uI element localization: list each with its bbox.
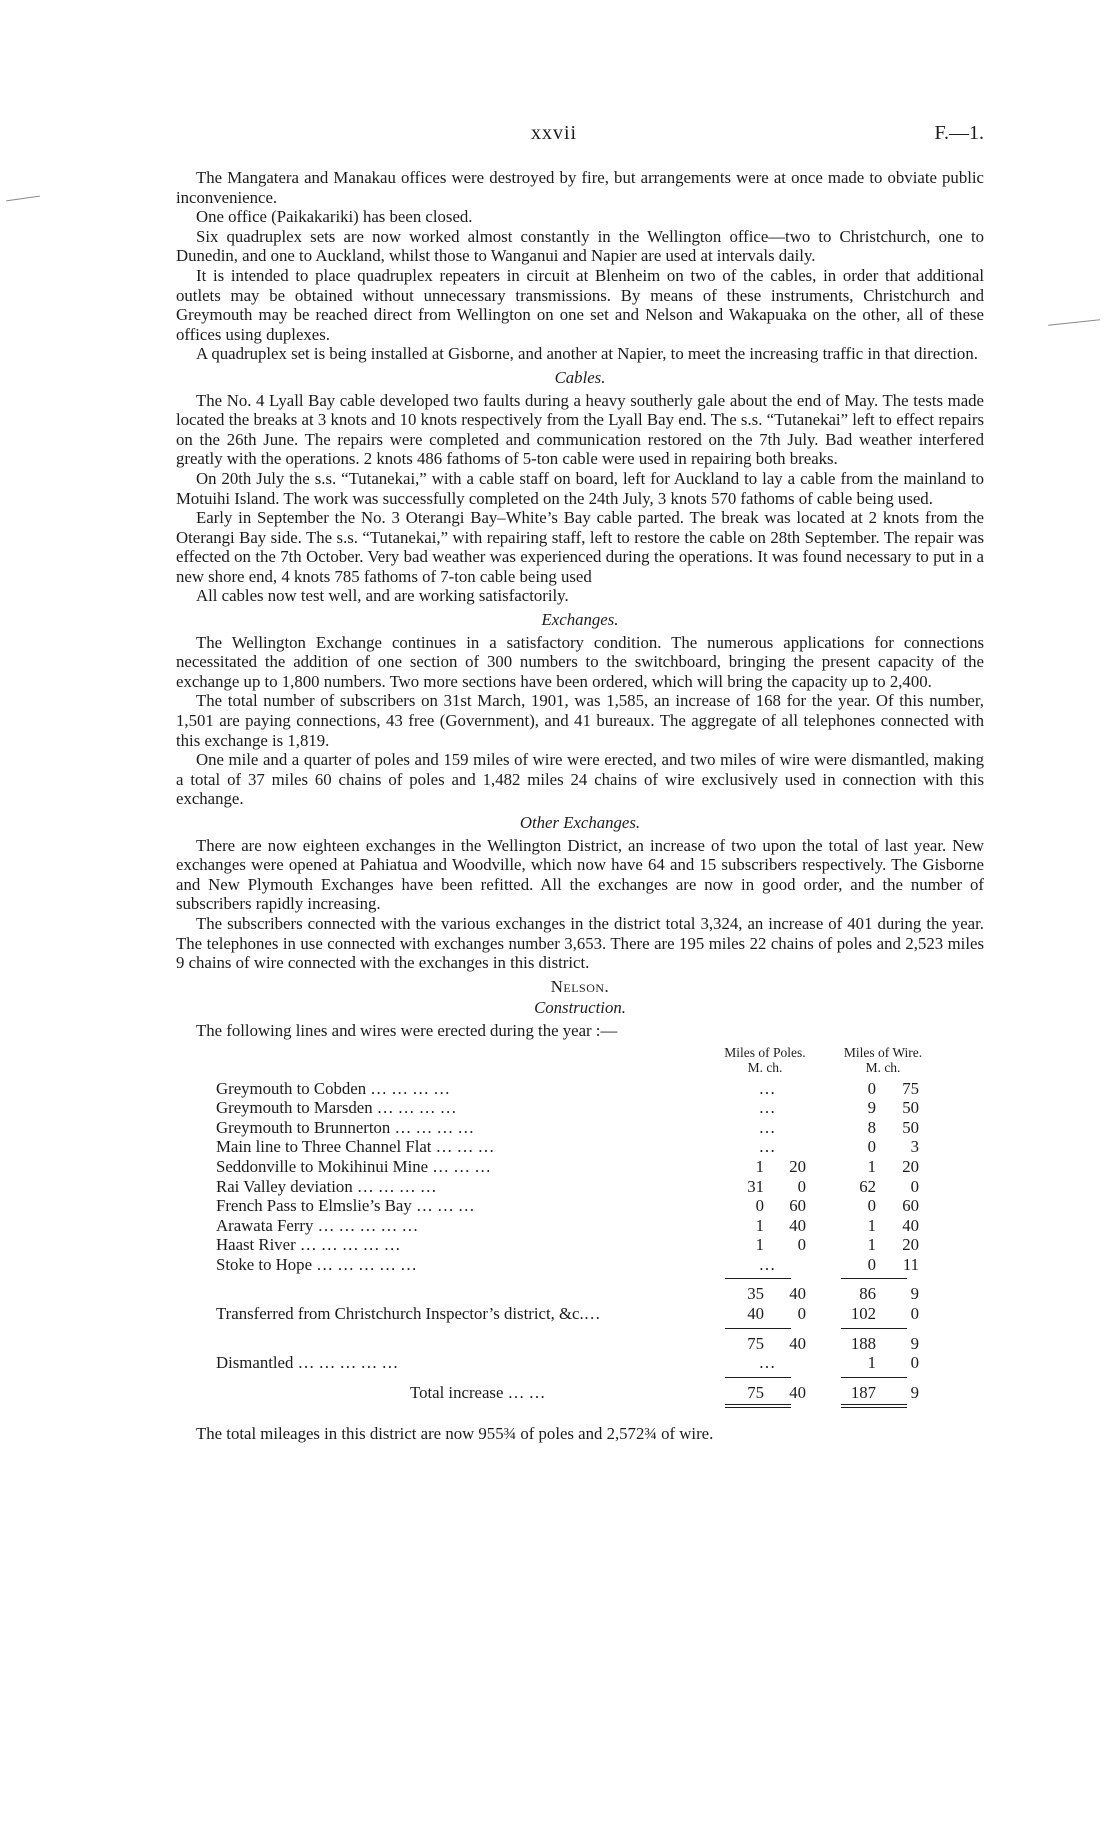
closing-paragraph: The total mileages in this district are now 955¾ of poles and 2,572¾ of wire. bbox=[196, 1424, 714, 1444]
row-wire-miles: 0 bbox=[867, 1196, 876, 1216]
dismantled-row bbox=[176, 1353, 984, 1373]
total-wire-chains: 9 bbox=[910, 1382, 919, 1402]
total-wire-miles: 187 bbox=[850, 1382, 876, 1402]
row-poles: … bbox=[758, 1137, 776, 1157]
transferred-wire-miles: 102 bbox=[850, 1304, 876, 1324]
construction-table bbox=[176, 1045, 984, 1411]
row-poles-chains: 40 bbox=[789, 1215, 806, 1235]
row-wire-chains: 11 bbox=[902, 1254, 919, 1274]
row-wire-chains: 20 bbox=[902, 1156, 919, 1176]
row-wire-chains: 0 bbox=[910, 1176, 919, 1196]
paragraph: Six quadruplex sets are now worked almost constantly in the Wellington office—two to Christchurch, one to Dunedin, and one to Auckland, whilst those to Wanganui and Napier are used at intervals daily. bbox=[176, 226, 984, 266]
row-label: Stoke to Hope … … … … … bbox=[216, 1254, 417, 1274]
row-poles-chains: 0 bbox=[797, 1235, 806, 1255]
paragraph: The No. 4 Lyall Bay cable developed two faults during a heavy southerly gale about the end of May. The tests made located the breaks at 3 knots and 10 knots respectively from the Lyall Bay end. The s.s. “Tutanekai” left to effect repairs on the 26th June. The repairs were completed and communication restored on the 7th July. Bad weather interfered greatly with the operations. 2 knots 486 fathoms of 5-ton cable were used in repairing both breaks. bbox=[176, 390, 984, 469]
row-poles-miles: 31 bbox=[747, 1176, 764, 1196]
total-poles-chains: 40 bbox=[789, 1382, 806, 1402]
paragraph: The Mangatera and Manakau offices were destroyed by fire, but arrangements were at once made to obviate public inconvenience. bbox=[176, 168, 984, 207]
column-header-poles: Miles of Poles. bbox=[724, 1044, 806, 1060]
paragraph: On 20th July the s.s. “Tutanekai,” with a cable staff on board, left for Auckland to lay a cable from the mainland to Motuihi Island. The work was successfully completed on the 24th July, 3 knots 570 fathoms of cable being used. bbox=[176, 468, 984, 508]
page-header bbox=[176, 122, 984, 148]
row-label: Greymouth to Cobden … … … … bbox=[216, 1078, 450, 1098]
paragraph: A quadruplex set is being installed at Gisborne, and another at Napier, to meet the increasing traffic in that direction. bbox=[196, 344, 978, 364]
dismantled-label: Dismantled … … … … … bbox=[216, 1353, 399, 1373]
row-poles-miles: 1 bbox=[755, 1235, 764, 1255]
row-wire-chains: 40 bbox=[902, 1215, 919, 1235]
row-label: French Pass to Elmslie’s Bay … … … bbox=[216, 1196, 475, 1216]
dismantled-poles: … bbox=[758, 1353, 776, 1373]
table-rule bbox=[176, 1373, 984, 1383]
table-row bbox=[176, 1196, 984, 1216]
subtotal-wire-miles: 188 bbox=[850, 1333, 876, 1353]
table-row bbox=[176, 1098, 984, 1118]
row-poles-chains: 0 bbox=[797, 1176, 806, 1196]
row-label: Greymouth to Marsden … … … … bbox=[216, 1098, 457, 1118]
section-heading-nelson: Nelson. bbox=[550, 976, 610, 996]
paragraph: All cables now test well, and are working satisfactorily. bbox=[196, 586, 569, 606]
row-wire-chains: 3 bbox=[910, 1137, 919, 1157]
row-poles-chains: 60 bbox=[789, 1196, 806, 1216]
margin-mark bbox=[1048, 319, 1100, 325]
table-header bbox=[176, 1045, 984, 1079]
transferred-poles-miles: 40 bbox=[747, 1304, 764, 1324]
row-poles: … bbox=[758, 1098, 776, 1118]
subtotal-poles-chains: 40 bbox=[789, 1333, 806, 1353]
paragraph: One office (Paikakariki) has been closed. bbox=[196, 207, 473, 227]
subtotal-wire-miles: 86 bbox=[859, 1284, 876, 1304]
row-poles: … bbox=[758, 1254, 776, 1274]
paragraph: Early in September the No. 3 Oterangi Bay–White’s Bay cable parted. The break was located at 2 knots from the Oterangi Bay side. The s.s. “Tutanekai,” with repairing staff, left to restore the cable on 28th September. The repair was effected on the 7th October. Very bad weather was experienced during the operations. It was found necessary to put in a new shore end, 4 knots 785 fathoms of 7-ton cable being used bbox=[176, 508, 984, 586]
row-label: Arawata Ferry … … … … … bbox=[216, 1215, 419, 1235]
subtotal-wire-chains: 9 bbox=[910, 1284, 919, 1304]
double-rule bbox=[176, 1402, 984, 1410]
row-wire-miles: 1 bbox=[867, 1215, 876, 1235]
dismantled-wire-chains: 0 bbox=[910, 1353, 919, 1373]
row-label: Main line to Three Channel Flat … … … bbox=[216, 1137, 495, 1157]
paragraph: The subscribers connected with the various exchanges in the district total 3,324, an increase of 401 during the year. The telephones in use connected with exchanges number 3,653. There are 195 miles 22 chains of poles and 2,523 miles 9 chains of wire connected with the exchanges in this district. bbox=[176, 913, 984, 973]
row-label: Rai Valley deviation … … … … bbox=[216, 1176, 437, 1196]
dismantled-wire-miles: 1 bbox=[867, 1353, 876, 1373]
table-rule bbox=[176, 1274, 984, 1284]
row-wire-chains: 50 bbox=[902, 1117, 919, 1137]
paragraph: It is intended to place quadruplex repeaters in circuit at Blenheim on two of the cables, in order that additional outlets may be obtained without unnecessary transmissions. By means of these instruments, Christchurch and Greymouth may be reached direct from Wellington on one set and Nelson and Wakapuaka on the other, all of these offices using duplexes. bbox=[176, 265, 984, 344]
row-wire-miles: 0 bbox=[867, 1078, 876, 1098]
table-rule bbox=[176, 1324, 984, 1334]
total-row bbox=[176, 1383, 984, 1403]
subtotal-poles-chains: 40 bbox=[789, 1284, 806, 1304]
row-poles: … bbox=[758, 1117, 776, 1137]
row-poles: … bbox=[758, 1078, 776, 1098]
table-row bbox=[176, 1079, 984, 1099]
row-wire-chains: 75 bbox=[902, 1078, 919, 1098]
paragraph: The Wellington Exchange continues in a satisfactory condition. The numerous applications for connections necessitated the addition of one section of 300 numbers to the switchboard, bringing the present capacity of the exchange up to 1,800 numbers. Two more sections have been ordered, which will bring the capacity up to 2,400. bbox=[176, 632, 984, 691]
table-row bbox=[176, 1255, 984, 1275]
row-wire-miles: 1 bbox=[867, 1235, 876, 1255]
transferred-label: Transferred from Christchurch Inspector’s district, &c.… bbox=[216, 1304, 601, 1324]
subtotal-row bbox=[176, 1334, 984, 1354]
column-header-wire: Miles of Wire. bbox=[843, 1044, 923, 1060]
table-rows bbox=[176, 1079, 984, 1275]
total-label: Total increase … … bbox=[410, 1382, 546, 1402]
row-wire-chains: 20 bbox=[902, 1235, 919, 1255]
column-subheader-wire: M. ch. bbox=[865, 1059, 901, 1075]
row-poles-miles: 1 bbox=[755, 1156, 764, 1176]
row-wire-miles: 0 bbox=[867, 1137, 876, 1157]
paragraph: One mile and a quarter of poles and 159 miles of wire were erected, and two miles of wire were dismantled, making a total of 37 miles 60 chains of poles and 1,482 miles 24 chains of wire exclusively used in connection with this exchange. bbox=[176, 750, 984, 809]
row-poles-miles: 0 bbox=[755, 1196, 764, 1216]
margin-mark bbox=[6, 196, 40, 202]
subheading-construction: Construction. bbox=[534, 998, 626, 1018]
row-poles-chains: 20 bbox=[789, 1156, 806, 1176]
document-body bbox=[176, 168, 984, 1444]
subtotal-row bbox=[176, 1284, 984, 1304]
table-row bbox=[176, 1216, 984, 1236]
table-row bbox=[176, 1137, 984, 1157]
row-label: Haast River … … … … … bbox=[216, 1235, 401, 1255]
row-wire-miles: 0 bbox=[867, 1254, 876, 1274]
section-heading-cables: Cables. bbox=[554, 367, 606, 387]
row-wire-chains: 60 bbox=[902, 1196, 919, 1216]
transferred-row bbox=[176, 1304, 984, 1324]
table-row bbox=[176, 1157, 984, 1177]
column-subheader-poles: M. ch. bbox=[747, 1059, 783, 1075]
subtotal-wire-chains: 9 bbox=[910, 1333, 919, 1353]
table-row bbox=[176, 1177, 984, 1197]
total-poles-miles: 75 bbox=[747, 1382, 764, 1402]
row-wire-miles: 8 bbox=[867, 1117, 876, 1137]
row-wire-miles: 9 bbox=[867, 1098, 876, 1118]
document-reference: F.—1. bbox=[934, 122, 984, 144]
row-wire-miles: 1 bbox=[867, 1156, 876, 1176]
page-number: xxvii bbox=[531, 122, 578, 144]
table-intro: The following lines and wires were erected during the year :— bbox=[196, 1020, 618, 1040]
paragraph: The total number of subscribers on 31st March, 1901, was 1,585, an increase of 168 for the year. Of this number, 1,501 are paying connections, 43 free (Government), and 41 bureaux. The aggregate of all telephones connected with this exchange is 1,819. bbox=[176, 691, 984, 750]
section-heading-other-exchanges: Other Exchanges. bbox=[519, 813, 641, 832]
row-wire-chains: 50 bbox=[902, 1098, 919, 1118]
row-label: Seddonville to Mokihinui Mine … … … bbox=[216, 1156, 492, 1176]
table-row bbox=[176, 1235, 984, 1255]
subtotal-poles-miles: 75 bbox=[747, 1333, 764, 1353]
section-heading-exchanges: Exchanges. bbox=[541, 610, 619, 630]
transferred-poles-chains: 0 bbox=[797, 1304, 806, 1324]
transferred-wire-chains: 0 bbox=[910, 1304, 919, 1324]
row-label: Greymouth to Brunnerton … … … … bbox=[216, 1117, 475, 1137]
table-row bbox=[176, 1118, 984, 1138]
row-poles-miles: 1 bbox=[755, 1215, 764, 1235]
paragraph: There are now eighteen exchanges in the Wellington District, an increase of two upon the total of last year. New exchanges were opened at Pahiatua and Woodville, which now have 64 and 15 subscribers respectively. The Gisborne and New Plymouth Exchanges have been refitted. All the exchanges are now in good order, and the number of subscribers rapidly increasing. bbox=[176, 835, 984, 914]
row-wire-miles: 62 bbox=[859, 1176, 876, 1196]
subtotal-poles-miles: 35 bbox=[747, 1284, 764, 1304]
